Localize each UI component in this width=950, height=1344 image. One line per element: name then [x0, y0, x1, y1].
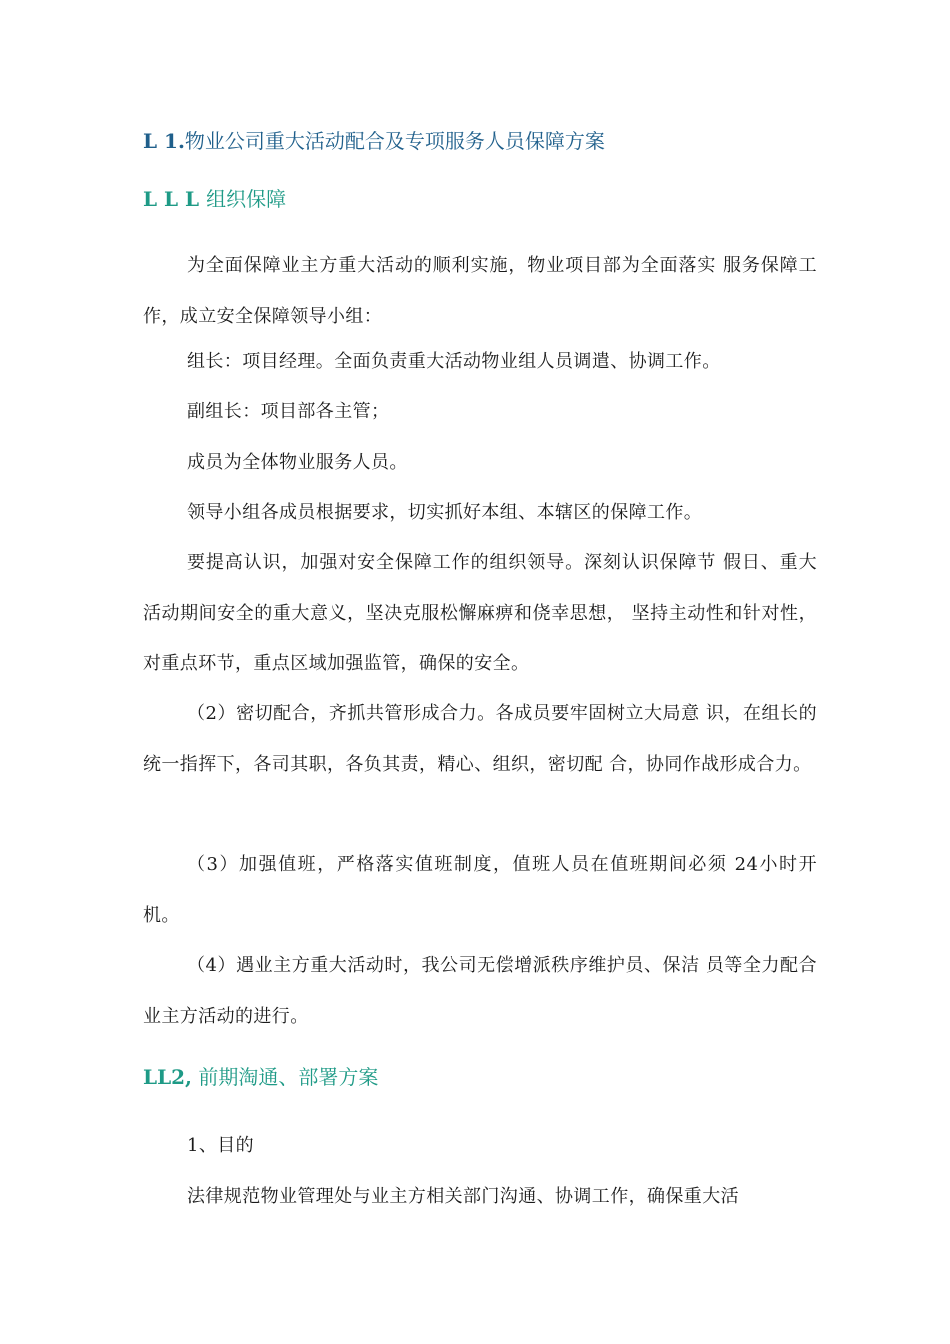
paragraph: 组长：项目经理。全面负责重大活动物业组人员调遣、协调工作。	[187, 351, 721, 372]
paragraph: 法律规范物业管理处与业主方相关部门沟通、协调工作，确保重大活	[187, 1186, 739, 1207]
paragraph: 为全面保障业主方重大活动的顺利实施，物业项目部为全面落实 服务保障工作，成立安全保障领导小组：	[143, 255, 817, 327]
section-title: 组织保障	[206, 187, 287, 211]
title-text: 物业公司重大活动配合及专项服务人员保障方案	[184, 129, 605, 153]
paragraph: （3）加强值班，严格落实值班制度，值班人员在值班期间必须 24小时开机。	[143, 854, 817, 926]
title-number: L 1.	[143, 129, 185, 153]
paragraph: 副组长：项目部各主管；	[187, 401, 390, 422]
section-number: L L L	[143, 187, 207, 211]
paragraph: 领导小组各成员根据要求，切实抓好本组、本辖区的保障工作。	[187, 502, 703, 523]
paragraph: 成员为全体物业服务人员。	[187, 452, 408, 473]
section-title: 前期淘通、部署方案	[192, 1065, 379, 1089]
section-heading-communication	[143, 1062, 378, 1092]
section-heading-organization	[143, 184, 286, 214]
paragraph: （2）密切配合，齐抓共管形成合力。各成员要牢固树立大局意 识，在组长的统一指挥下，各司其职，各负其责，精心、组织，密切配 合，协同作战形成合力。	[143, 703, 817, 775]
section-number: LL2,	[143, 1065, 193, 1089]
document-title	[143, 126, 605, 156]
paragraph: 要提高认识，加强对安全保障工作的组织领导。深刻认识保障节 假日、重大活动期间安全的重大意义，坚决克服松懈麻痹和侥幸思想， 坚持主动性和针对性，对重点环节，重点区域加强监管，确保的安全。	[143, 552, 817, 674]
paragraph: 1、目的	[187, 1135, 255, 1156]
paragraph: （4）遇业主方重大活动时，我公司无偿增派秩序维护员、保洁 员等全力配合业主方活动的进行。	[143, 955, 817, 1027]
